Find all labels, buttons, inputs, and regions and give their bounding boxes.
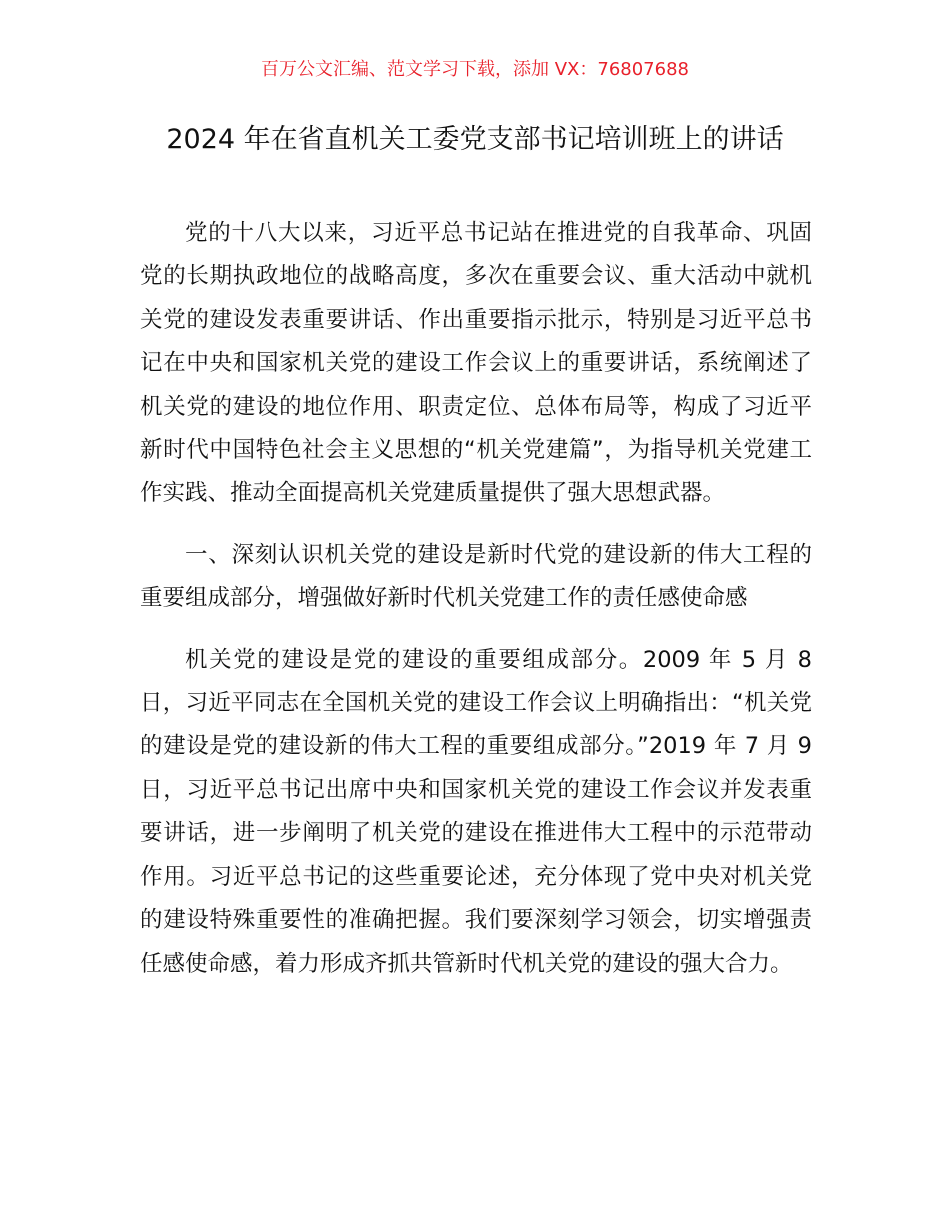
document-body <box>140 212 812 986</box>
paragraph-intro: 党的十八大以来，习近平总书记站在推进党的自我革命、巩固党的长期执政地位的战略高度，多次在重要会议、重大活动中就机关党的建设发表重要讲话、作出重要指示批示，特别是习近平总书记在中央和国家机关党的建设工作会议上的重要讲话，系统阐述了机关党的建设的地位作用、职责定位、总体布局等，构成了习近平新时代中国特色社会主义思想的“机关党建篇”，为指导机关党建工作实践、推动全面提高机关党建质量提供了强大思想武器。 <box>140 220 812 507</box>
header-watermark-line: 百万公文汇编、范文学习下载，添加 VX：76807688 <box>261 59 689 80</box>
section-heading-1: 一、深刻认识机关党的建设是新时代党的建设新的伟大工程的重要组成部分，增强做好新时代机关党建工作的责任感使命感 <box>140 541 812 612</box>
document-title: 2024 年在省直机关工委党支部书记培训班上的讲话 <box>166 124 784 155</box>
paragraph-section-1: 机关党的建设是党的建设的重要组成部分。2009 年 5 月 8 日，习近平同志在全国机关党的建设工作会议上明确指出：“机关党的建设是党的建设新的伟大工程的重要组成部分。”2019 年 7 月 9 日，习近平总书记出席中央和国家机关党的建设工作会议并发表重要讲话，进一步阐明了机关党的建设在推进伟大工程中的示范带动作用。习近平总书记的这些重要论述，充分体现了党中央对机关党的建设特殊重要性的准确把握。我们要深刻学习领会，切实增强责任感使命感，着力形成齐抓共管新时代机关党的建设的强大合力。 <box>140 646 812 977</box>
